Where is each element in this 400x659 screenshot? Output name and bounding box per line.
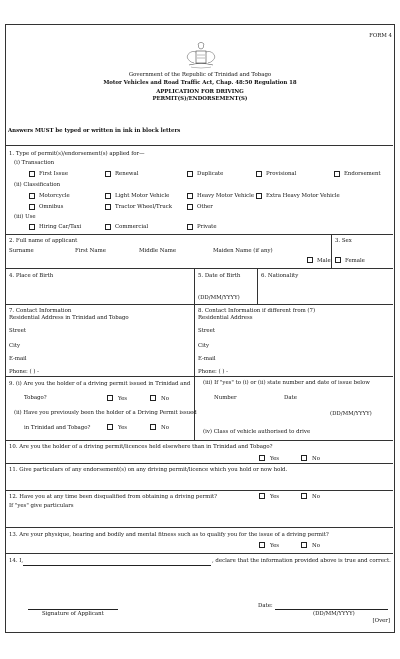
s9-date-format: (DD/MM/YYYY) — [330, 411, 372, 417]
s9-i-question: 9. (i) Are you the holder of a driving permit issued in Trinidad and — [9, 381, 191, 387]
maiden-name-label[interactable]: Maiden Name (if any) — [213, 248, 273, 254]
date-line[interactable] — [275, 609, 388, 610]
s7-street[interactable]: Street — [9, 328, 26, 334]
private-label: Private — [197, 224, 217, 230]
s13-no-label: No — [312, 543, 320, 549]
s13-question: 13. Are your physique, hearing and bodily and mental fitness such as to qualify you for the issue of a driving permit? — [9, 532, 329, 538]
signature-line[interactable] — [28, 609, 118, 610]
s9-ii-no-checkbox[interactable] — [150, 424, 156, 430]
light-motor-vehicle-label: Light Motor Vehicle — [115, 193, 170, 199]
light-motor-vehicle-checkbox[interactable] — [105, 193, 111, 199]
endorsement-label: Endorsement — [344, 171, 381, 177]
motorcycle-label: Motorcycle — [39, 193, 70, 199]
heavy-motor-vehicle-checkbox[interactable] — [187, 193, 193, 199]
commercial-checkbox[interactable] — [105, 224, 111, 230]
omnibus-checkbox[interactable] — [29, 204, 35, 210]
s12-yes-checkbox[interactable] — [259, 493, 265, 499]
s7-email[interactable]: E-mail — [9, 356, 27, 362]
s11-question[interactable]: 11. Give particulars of any endorsement(s) on any driving permit/licence which you hold or now hold. — [9, 467, 288, 473]
s7-city[interactable]: City — [9, 343, 21, 349]
s8-phone[interactable]: Phone: ( ) - — [198, 369, 228, 375]
s9-ii-yes-checkbox[interactable] — [107, 424, 113, 430]
s9-ii-question: (ii) Have you previously been the holder of a Driving Permit issued — [14, 410, 197, 416]
rule — [5, 527, 393, 528]
s10-yes-label: Yes — [270, 456, 280, 462]
first-issue-label: First Issue — [39, 171, 69, 177]
middle-name-label[interactable]: Middle Name — [139, 248, 177, 254]
s13-no-checkbox[interactable] — [301, 542, 307, 548]
other-checkbox[interactable] — [187, 204, 193, 210]
rule — [5, 440, 393, 441]
renewal-checkbox[interactable] — [105, 171, 111, 177]
s10-yes-checkbox[interactable] — [259, 455, 265, 461]
applicant-name-line[interactable] — [23, 565, 211, 566]
female-checkbox[interactable] — [335, 257, 341, 263]
s10-question: 10. Are you the holder of a driving permit/licences held elsewhere than in Trinidad and Tobago? — [9, 444, 273, 450]
over-marker: [Over] — [372, 618, 390, 624]
male-checkbox[interactable] — [307, 257, 313, 263]
s14-declaration: , declare that the information provided above is true and correct. — [212, 558, 391, 564]
s13-yes-label: Yes — [270, 543, 280, 549]
divider — [194, 304, 195, 440]
s9-date-label[interactable]: Date — [284, 395, 297, 401]
signature-label: Signature of Applicant — [42, 611, 104, 617]
heavy-motor-vehicle-label: Heavy Motor Vehicle — [197, 193, 255, 199]
tractor-wheel-truck-checkbox[interactable] — [105, 204, 111, 210]
rule — [5, 376, 393, 377]
instructions: Answers MUST be typed or written in ink in block letters — [8, 128, 181, 134]
date-label: Date: — [258, 603, 273, 609]
surname-label[interactable]: Surname — [9, 248, 34, 254]
rule — [5, 268, 393, 269]
rule — [5, 463, 393, 464]
s9-i-yes-checkbox[interactable] — [107, 395, 113, 401]
s8-title: 8. Contact Information if different from (7) — [198, 308, 316, 314]
s9-iii-text: (iii) If "yes" to (i) or (ii) state number and date of issue below — [203, 380, 370, 386]
divider — [194, 268, 195, 304]
s7-subtitle: Residential Address in Trinidad and Tobago — [9, 315, 129, 321]
divider — [331, 234, 332, 268]
s12-no-checkbox[interactable] — [301, 493, 307, 499]
s8-email[interactable]: E-mail — [198, 356, 216, 362]
s1-use-label: (iii) Use — [14, 214, 36, 220]
divider — [257, 268, 258, 304]
form-number: FORM 4 — [369, 33, 392, 39]
male-label: Male — [317, 258, 331, 264]
first-name-label[interactable]: First Name — [75, 248, 106, 254]
s7-title: 7. Contact Information — [9, 308, 72, 314]
s8-subtitle: Residential Address — [198, 315, 253, 321]
other-label: Other — [197, 204, 213, 210]
s3-title: 3. Sex — [335, 238, 352, 244]
s5-format[interactable]: (DD/MM/YYYY) — [198, 295, 240, 301]
s6-title[interactable]: 6. Nationality — [261, 273, 299, 279]
s8-street[interactable]: Street — [198, 328, 215, 334]
s1-title: 1. Type of permit(s)/endorsement(s) applied for— — [9, 151, 145, 157]
extra-heavy-motor-vehicle-checkbox[interactable] — [256, 193, 262, 199]
first-issue-checkbox[interactable] — [29, 171, 35, 177]
rule — [5, 553, 393, 554]
s9-ii-question-cont: in Trinidad and Tobago? — [24, 425, 91, 431]
s10-no-label: No — [312, 456, 320, 462]
s9-ii-no-label: No — [161, 425, 169, 431]
rule — [5, 490, 393, 491]
motorcycle-checkbox[interactable] — [29, 193, 35, 199]
s9-i-no-checkbox[interactable] — [150, 395, 156, 401]
s9-i-no-label: No — [161, 396, 169, 402]
s7-phone[interactable]: Phone: ( ) - — [9, 369, 39, 375]
renewal-label: Renewal — [115, 171, 139, 177]
rule — [5, 145, 393, 146]
s5-title: 5. Date of Birth — [198, 273, 241, 279]
s10-no-checkbox[interactable] — [301, 455, 307, 461]
female-label: Female — [345, 258, 365, 264]
s4-title[interactable]: 4. Place of Birth — [9, 273, 54, 279]
s12-yes-label: Yes — [270, 494, 280, 500]
s12-subtext[interactable]: If "yes" give particulars — [9, 503, 74, 509]
s9-i-question-cont: Tobago? — [24, 395, 47, 401]
s14-lead: 14. I, — [9, 558, 24, 564]
hiring-car-taxi-checkbox[interactable] — [29, 224, 35, 230]
s2-title: 2. Full name of applicant — [9, 238, 78, 244]
s12-question: 12. Have you at any time been disqualified from obtaining a driving permit? — [9, 494, 218, 500]
endorsement-checkbox[interactable] — [334, 171, 340, 177]
duplicate-checkbox[interactable] — [187, 171, 193, 177]
hiring-car-taxi-label: Hiring Car/Taxi — [39, 224, 82, 230]
tractor-wheel-truck-label: Tractor Wheel/Truck — [115, 204, 172, 210]
s9-number-label[interactable]: Number — [214, 395, 237, 401]
header-title-1: APPLICATION FOR DRIVING — [156, 89, 244, 95]
header-act: Motor Vehicles and Road Traffic Act, Chap. 48:50 Regulation 18 — [103, 80, 297, 86]
s9-i-yes-label: Yes — [118, 396, 128, 402]
s12-no-label: No — [312, 494, 320, 500]
duplicate-label: Duplicate — [197, 171, 224, 177]
provisional-label: Provisional — [266, 171, 297, 177]
private-checkbox[interactable] — [187, 224, 193, 230]
date-format: (DD/MM/YYYY) — [313, 611, 355, 617]
s9-iv-text[interactable]: (iv) Class of vehicle authorised to drive — [203, 429, 311, 435]
commercial-label: Commercial — [115, 224, 149, 230]
extra-heavy-motor-vehicle-label: Extra Heavy Motor Vehicle — [266, 193, 340, 199]
s8-city[interactable]: City — [198, 343, 210, 349]
s1-transaction-label: (i) Transaction — [14, 160, 55, 166]
s13-yes-checkbox[interactable] — [259, 542, 265, 548]
omnibus-label: Omnibus — [39, 204, 64, 210]
s1-classification-label: (ii) Classification — [14, 182, 61, 188]
rule — [5, 234, 393, 235]
s9-ii-yes-label: Yes — [118, 425, 128, 431]
header-government: Government of the Republic of Trinidad and Tobago — [128, 72, 272, 78]
header-title-2: PERMIT(S)/ENDORSEMENT(S) — [152, 96, 248, 102]
provisional-checkbox[interactable] — [256, 171, 262, 177]
rule — [5, 304, 393, 305]
